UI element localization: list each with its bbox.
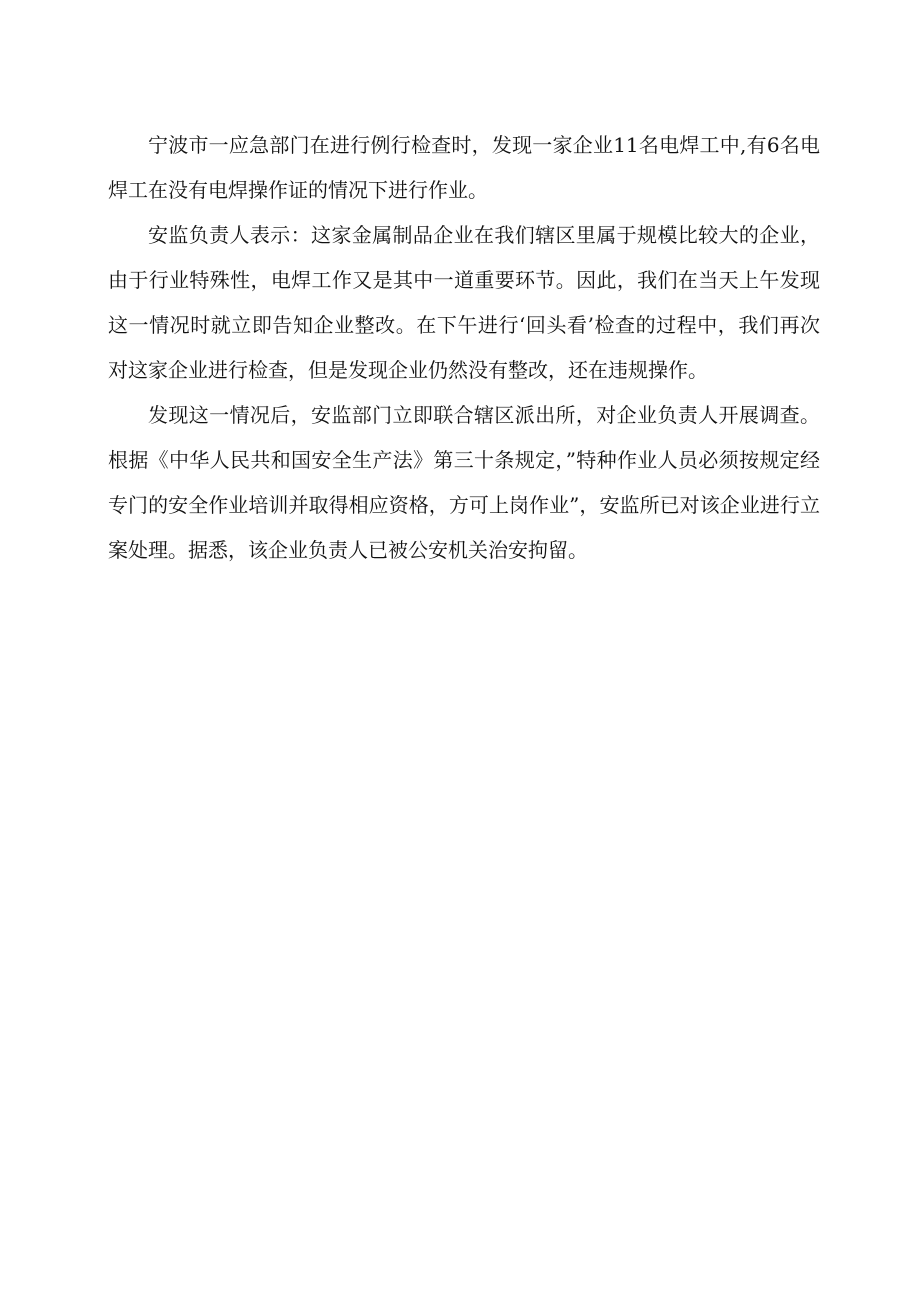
paragraph-legal-action: 发现这一情况后，安监部门立即联合辖区派出所，对企业负责人开展调查。根据《中华人民共和国安全生产法》第三十条规定，”特种作业人员必须按规定经专门的安全作业培训并取得相应资格，方可上岗作业”，安监所已对该企业进行立案处理。据悉，该企业负责人已被公安机关治安拘留。: [108, 403, 820, 562]
paragraph-inspection-finding: 宁波市一应急部门在进行例行检查时，发现一家企业11名电焊工中,有6名电焊工在没有电焊操作证的情况下进行作业。: [108, 133, 820, 202]
article-body: [108, 123, 820, 573]
paragraph-official-statement: 安监负责人表示：这家金属制品企业在我们辖区里属于规模比较大的企业，由于行业特殊性，电焊工作又是其中一道重要环节。因此，我们在当天上午发现这一情况时就立即告知企业整改。在下午进行‘回头看’检查的过程中，我们再次对这家企业进行检查，但是发现企业仍然没有整改，还在违规操作。: [108, 223, 820, 382]
